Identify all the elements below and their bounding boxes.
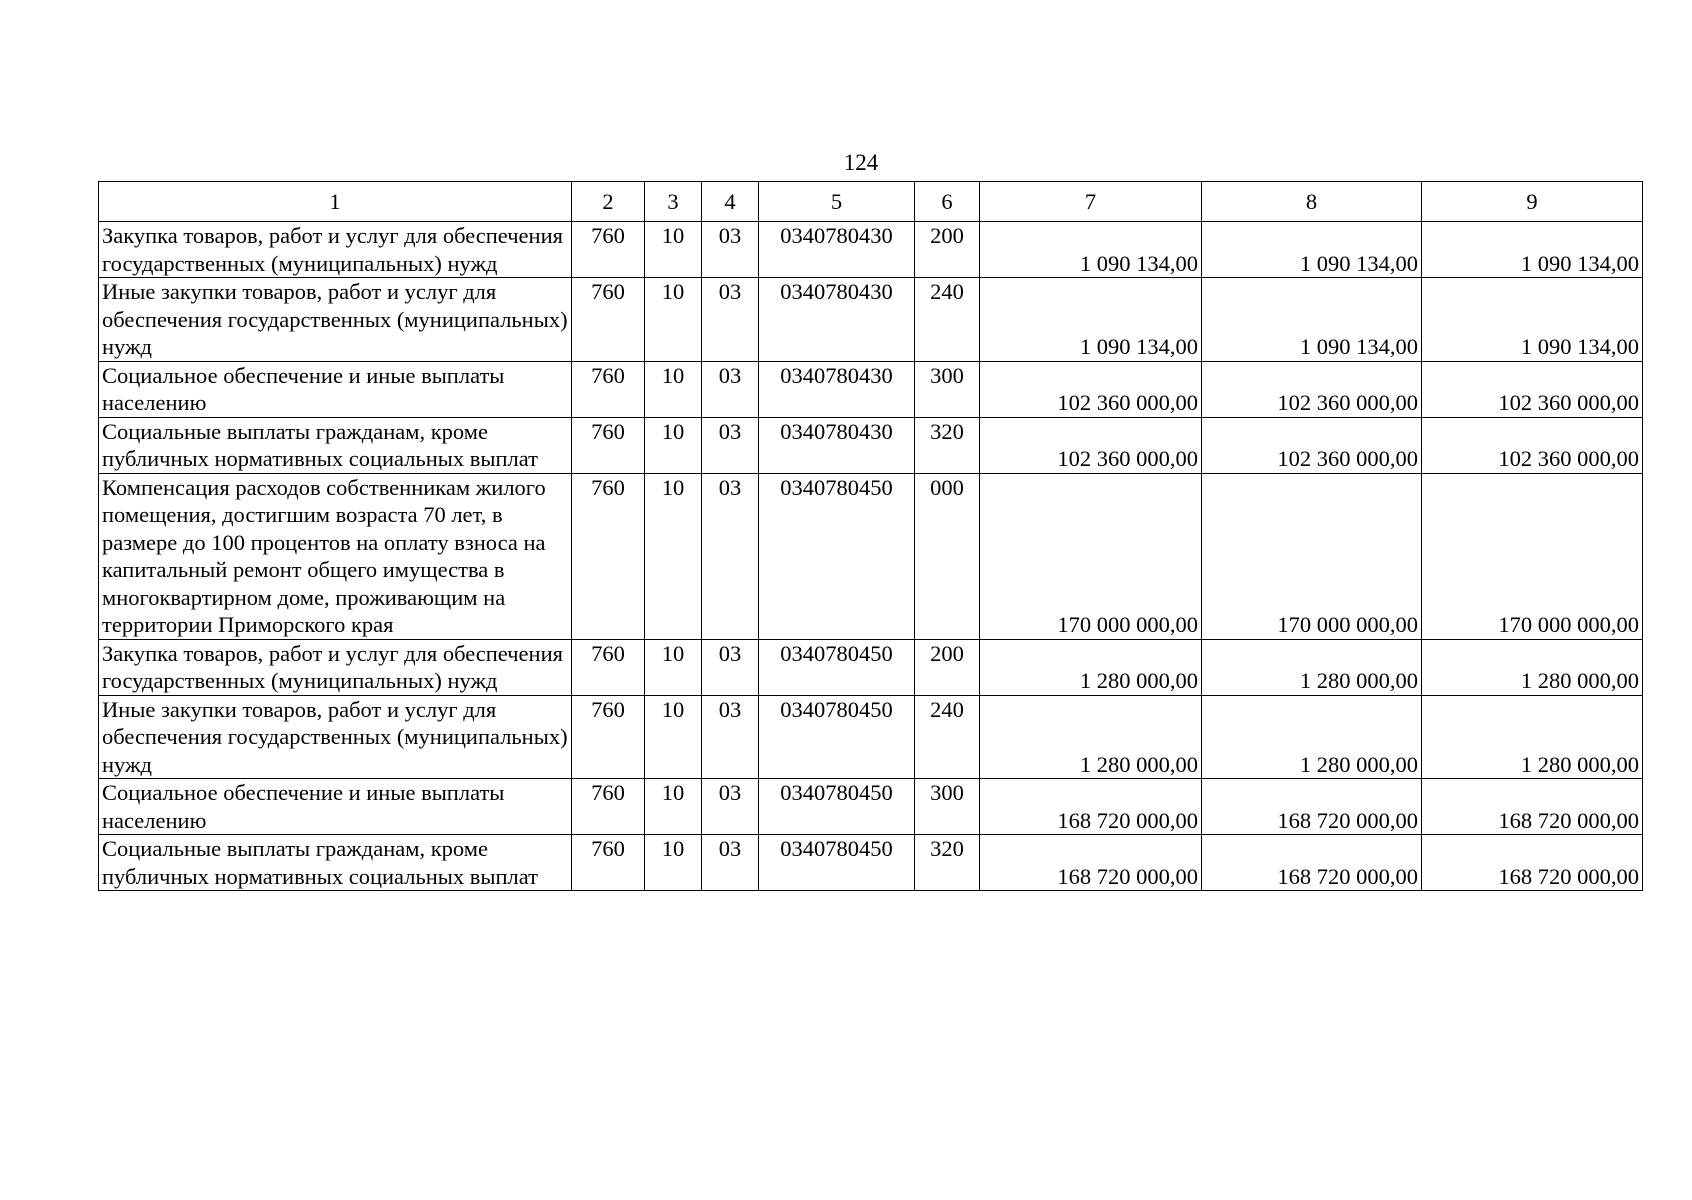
row-col8-amount: 1 280 000,00 <box>1202 695 1422 779</box>
table-row <box>99 779 1643 835</box>
row-col7-amount: 1 280 000,00 <box>980 639 1202 695</box>
row-col2-cell: 760 <box>572 473 645 639</box>
header-col-7: 7 <box>980 182 1202 222</box>
row-col7-amount: 102 360 000,00 <box>980 417 1202 473</box>
table-row <box>99 639 1643 695</box>
header-row <box>99 182 1643 222</box>
row-col4-cell: 03 <box>702 695 759 779</box>
row-col4-cell: 03 <box>702 835 759 891</box>
row-col2-cell: 760 <box>572 278 645 362</box>
table-row <box>99 417 1643 473</box>
row-col4-cell: 03 <box>702 417 759 473</box>
row-col5-cell: 0340780450 <box>759 779 915 835</box>
row-col8-amount: 1 090 134,00 <box>1202 278 1422 362</box>
row-col8-amount: 170 000 000,00 <box>1202 473 1422 639</box>
table-row <box>99 835 1643 891</box>
row-col9-amount: 168 720 000,00 <box>1422 779 1643 835</box>
row-col7-amount: 102 360 000,00 <box>980 361 1202 417</box>
row-col2-cell: 760 <box>572 695 645 779</box>
row-col7-amount: 168 720 000,00 <box>980 835 1202 891</box>
row-col3-cell: 10 <box>645 835 702 891</box>
row-col3-cell: 10 <box>645 695 702 779</box>
row-col5-cell: 0340780430 <box>759 222 915 278</box>
row-col5-cell: 0340780450 <box>759 639 915 695</box>
row-col2-cell: 760 <box>572 222 645 278</box>
row-col9-amount: 1 090 134,00 <box>1422 222 1643 278</box>
row-col4-cell: 03 <box>702 278 759 362</box>
row-col7-amount: 170 000 000,00 <box>980 473 1202 639</box>
row-col3-cell: 10 <box>645 361 702 417</box>
page-number: 124 <box>843 150 879 175</box>
row-col4-cell: 03 <box>702 361 759 417</box>
row-col4-cell: 03 <box>702 639 759 695</box>
header-col-1: 1 <box>99 182 572 222</box>
row-col2-cell: 760 <box>572 417 645 473</box>
row-col9-amount: 102 360 000,00 <box>1422 417 1643 473</box>
row-col2-cell: 760 <box>572 361 645 417</box>
header-col-6: 6 <box>915 182 980 222</box>
table-row <box>99 222 1643 278</box>
table-row <box>99 695 1643 779</box>
row-col2-cell: 760 <box>572 639 645 695</box>
row-name-cell: Иные закупки товаров, работ и услуг для обеспечения государственных (муниципальных) нужд <box>99 695 572 779</box>
row-col6-cell: 000 <box>915 473 980 639</box>
row-col7-amount: 1 280 000,00 <box>980 695 1202 779</box>
row-name-cell: Социальное обеспечение и иные выплаты населению <box>99 779 572 835</box>
row-col2-cell: 760 <box>572 779 645 835</box>
row-col3-cell: 10 <box>645 473 702 639</box>
row-col8-amount: 1 090 134,00 <box>1202 222 1422 278</box>
row-col8-amount: 102 360 000,00 <box>1202 417 1422 473</box>
row-name-cell: Закупка товаров, работ и услуг для обеспечения государственных (муниципальных) нужд <box>99 639 572 695</box>
header-col-9: 9 <box>1422 182 1643 222</box>
row-col2-cell: 760 <box>572 835 645 891</box>
row-name-cell: Компенсация расходов собственникам жилого помещения, достигшим возраста 70 лет, в размере до 100 процентов на оплату взноса на капитальный ремонт общего имущества в многоквартирном доме, проживающим на территории Приморского края <box>99 473 572 639</box>
row-name-cell: Иные закупки товаров, работ и услуг для обеспечения государственных (муниципальных) нужд <box>99 278 572 362</box>
row-col9-amount: 1 090 134,00 <box>1422 278 1643 362</box>
table-header <box>99 182 1643 222</box>
row-col3-cell: 10 <box>645 639 702 695</box>
row-name-cell: Закупка товаров, работ и услуг для обеспечения государственных (муниципальных) нужд <box>99 222 572 278</box>
row-col6-cell: 240 <box>915 695 980 779</box>
row-col9-amount: 102 360 000,00 <box>1422 361 1643 417</box>
row-col6-cell: 300 <box>915 779 980 835</box>
row-col5-cell: 0340780430 <box>759 417 915 473</box>
header-col-8: 8 <box>1202 182 1422 222</box>
header-col-5: 5 <box>759 182 915 222</box>
row-col6-cell: 200 <box>915 222 980 278</box>
row-col6-cell: 300 <box>915 361 980 417</box>
row-col5-cell: 0340780430 <box>759 361 915 417</box>
row-col8-amount: 1 280 000,00 <box>1202 639 1422 695</box>
row-col7-amount: 168 720 000,00 <box>980 779 1202 835</box>
row-name-cell: Социальное обеспечение и иные выплаты населению <box>99 361 572 417</box>
row-col5-cell: 0340780450 <box>759 473 915 639</box>
row-col4-cell: 03 <box>702 779 759 835</box>
table-row <box>99 278 1643 362</box>
row-col6-cell: 320 <box>915 417 980 473</box>
table-row <box>99 473 1643 639</box>
row-col5-cell: 0340780450 <box>759 695 915 779</box>
table-body <box>99 222 1643 891</box>
row-col3-cell: 10 <box>645 779 702 835</box>
row-col7-amount: 1 090 134,00 <box>980 222 1202 278</box>
row-name-cell: Социальные выплаты гражданам, кроме публичных нормативных социальных выплат <box>99 835 572 891</box>
header-col-3: 3 <box>645 182 702 222</box>
row-col8-amount: 168 720 000,00 <box>1202 835 1422 891</box>
header-col-2: 2 <box>572 182 645 222</box>
row-col8-amount: 168 720 000,00 <box>1202 779 1422 835</box>
table-row <box>99 361 1643 417</box>
row-col6-cell: 200 <box>915 639 980 695</box>
row-col6-cell: 240 <box>915 278 980 362</box>
row-col3-cell: 10 <box>645 222 702 278</box>
row-col9-amount: 1 280 000,00 <box>1422 639 1643 695</box>
budget-table <box>98 181 1643 891</box>
row-col5-cell: 0340780430 <box>759 278 915 362</box>
row-col3-cell: 10 <box>645 278 702 362</box>
row-col4-cell: 03 <box>702 473 759 639</box>
row-col5-cell: 0340780450 <box>759 835 915 891</box>
row-col9-amount: 1 280 000,00 <box>1422 695 1643 779</box>
row-col8-amount: 102 360 000,00 <box>1202 361 1422 417</box>
row-col9-amount: 168 720 000,00 <box>1422 835 1643 891</box>
header-col-4: 4 <box>702 182 759 222</box>
row-col3-cell: 10 <box>645 417 702 473</box>
row-name-cell: Социальные выплаты гражданам, кроме публичных нормативных социальных выплат <box>99 417 572 473</box>
row-col4-cell: 03 <box>702 222 759 278</box>
row-col7-amount: 1 090 134,00 <box>980 278 1202 362</box>
row-col9-amount: 170 000 000,00 <box>1422 473 1643 639</box>
row-col6-cell: 320 <box>915 835 980 891</box>
